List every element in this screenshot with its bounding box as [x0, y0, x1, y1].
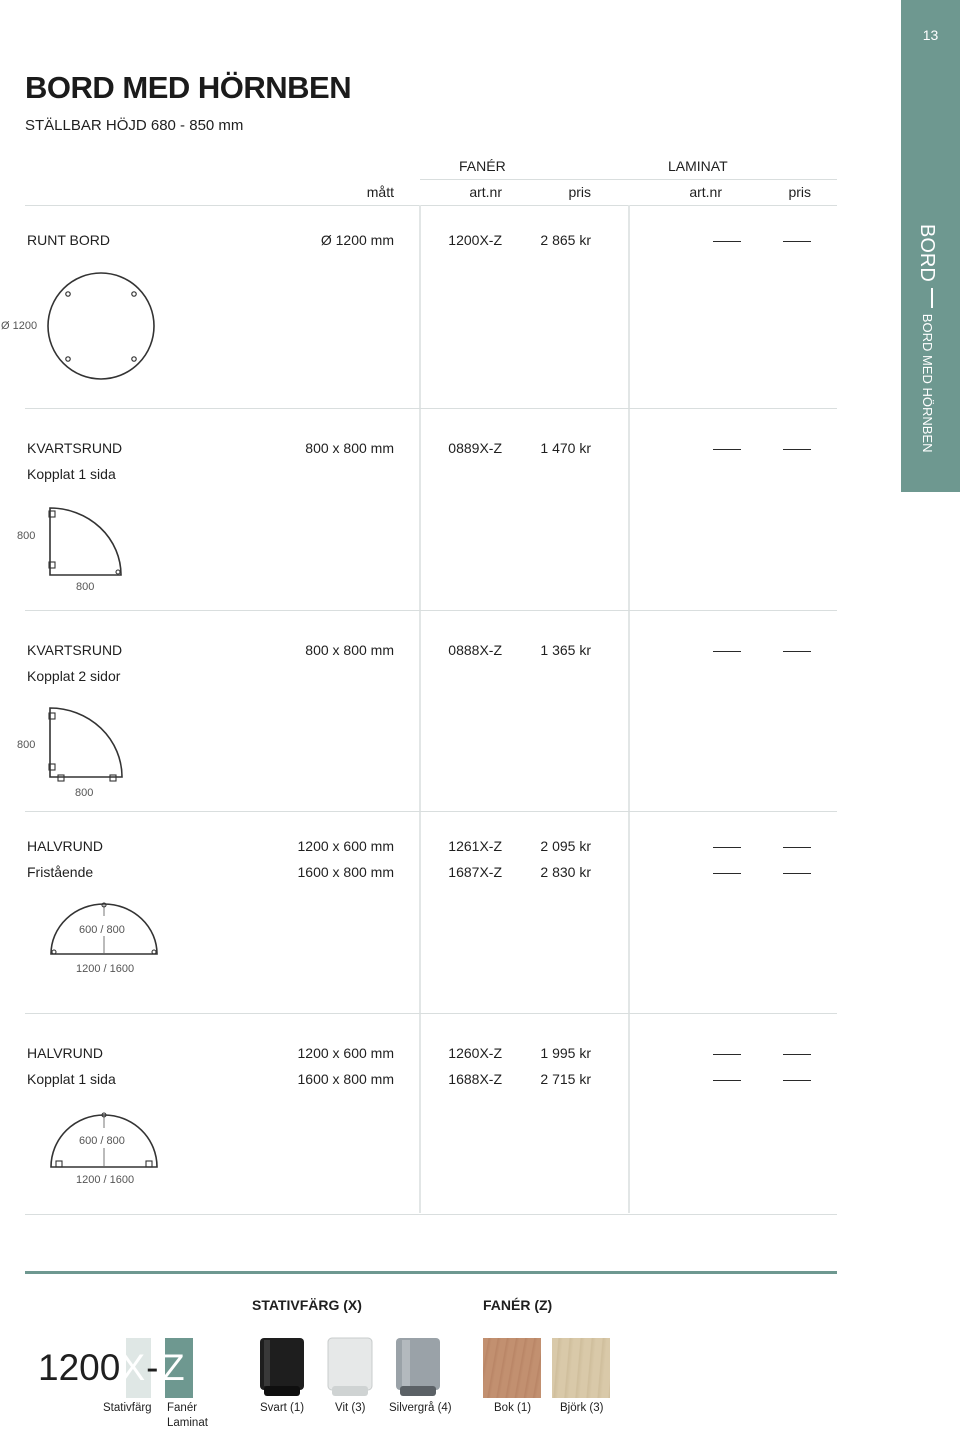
laminat-art-empty: [713, 241, 741, 242]
tab-separator: [931, 288, 933, 308]
row-rule: [25, 811, 837, 812]
leg-bracket: [146, 1161, 152, 1167]
stativ-title: STATIVFÄRG (X): [252, 1297, 362, 1313]
diagram-label: Ø 1200: [1, 320, 38, 332]
laminat-art-empty: [713, 1080, 741, 1081]
laminat-pris-empty: [783, 1080, 811, 1081]
product-matt: 800 x 800 mm: [305, 440, 394, 456]
row-rule: [25, 610, 837, 611]
laminat-art-empty: [713, 847, 741, 848]
tab-main: BORD: [916, 224, 938, 282]
product-name: KVARTSRUND: [27, 642, 123, 658]
swatch-vit-foot: [332, 1386, 368, 1396]
product-sub: Fristående: [27, 864, 94, 880]
laminat-pris-empty: [783, 1054, 811, 1055]
swatch-vit: [326, 1336, 374, 1400]
diagram-label: 600 / 800: [79, 1135, 125, 1147]
laminat-pris-empty: [783, 651, 811, 652]
product-pris: 2 865 kr: [540, 232, 591, 248]
diagram-label: 800: [17, 739, 36, 751]
tab-sub: BORD MED HÖRNBEN: [920, 313, 935, 453]
laminat-art-empty: [713, 651, 741, 652]
col-separator: [419, 205, 421, 1213]
page-subtitle: STÄLLBAR HÖJD 680 - 850 mm: [25, 117, 244, 134]
swatch-bjork: [552, 1338, 610, 1398]
leg-marker: [66, 357, 70, 361]
label-bjork: Björk (3): [560, 1402, 604, 1414]
col-separator: [628, 205, 630, 1213]
product-pris: 1 365 kr: [540, 642, 591, 658]
article-code: [38, 1338, 187, 1398]
page-number: 13: [922, 27, 939, 43]
header-art-faner: art.nr: [469, 184, 502, 200]
leg-bracket: [56, 1161, 62, 1167]
laminat-pris-empty: [783, 449, 811, 450]
row-rule: [25, 1013, 837, 1014]
diagram-label: 600 / 800: [79, 924, 125, 936]
label-bok: Bok (1): [494, 1402, 532, 1414]
product-name: RUNT BORD: [27, 232, 110, 248]
product-pris: 1 995 kr: [540, 1045, 591, 1061]
leg-bracket: [58, 775, 64, 781]
diagram-label: 1200 / 1600: [76, 963, 135, 975]
product-matt: Ø 1200 mm: [320, 232, 394, 248]
label-vit: Vit (3): [335, 1402, 366, 1414]
leg-marker: [66, 292, 70, 296]
code-z: Z: [162, 1347, 185, 1388]
faner-title: FANÉR (Z): [483, 1297, 553, 1313]
product-pris: 2 715 kr: [540, 1071, 591, 1087]
header-rule: [25, 205, 837, 206]
product-art: 1200X-Z: [448, 232, 502, 248]
quarter-outline: [50, 508, 121, 575]
header-pris-laminat: pris: [788, 184, 811, 200]
header-laminat: LAMINAT: [668, 158, 728, 174]
header-faner: FANÉR: [459, 158, 506, 174]
product-name: HALVRUND: [27, 1045, 103, 1061]
label-laminat: Laminat: [167, 1417, 208, 1429]
swatch-highlight: [264, 1340, 270, 1386]
header-rule-top: [420, 179, 837, 180]
label-stativfarg: Stativfärg: [103, 1402, 152, 1414]
laminat-art-empty: [713, 873, 741, 874]
product-matt: 800 x 800 mm: [305, 642, 394, 658]
quarter-outline: [50, 708, 122, 777]
code-x: X: [120, 1347, 146, 1388]
laminat-pris-empty: [783, 873, 811, 874]
header-pris-faner: pris: [568, 184, 591, 200]
row-rule: [25, 408, 837, 409]
product-art: 1260X-Z: [448, 1045, 502, 1061]
product-matt: 1200 x 600 mm: [297, 838, 394, 854]
laminat-art-empty: [713, 1054, 741, 1055]
leg-marker: [132, 292, 136, 296]
swatch-vit-body: [328, 1338, 372, 1390]
tab-title: [918, 224, 938, 484]
laminat-art-empty: [713, 449, 741, 450]
product-pris: 2 095 kr: [540, 838, 591, 854]
diagram-label: 800: [17, 530, 36, 542]
laminat-pris-empty: [783, 847, 811, 848]
product-matt: 1600 x 800 mm: [297, 1071, 394, 1087]
product-art: 0889X-Z: [448, 440, 502, 456]
product-art: 1688X-Z: [448, 1071, 502, 1087]
product-sub: Kopplat 2 sidor: [27, 668, 121, 684]
label-silvergra: Silvergrå (4): [389, 1402, 452, 1414]
swatch-bok: [483, 1338, 541, 1398]
product-pris: 2 830 kr: [540, 864, 591, 880]
diagram-label: 1200 / 1600: [76, 1174, 135, 1186]
leg-marker: [116, 570, 120, 574]
product-name: KVARTSRUND: [27, 440, 123, 456]
product-sub: Kopplat 1 sida: [27, 466, 116, 482]
product-name: HALVRUND: [27, 838, 103, 854]
product-matt: 1600 x 800 mm: [297, 864, 394, 880]
label-svart: Svart (1): [260, 1402, 305, 1414]
page-title: BORD MED HÖRNBEN: [25, 70, 352, 105]
product-matt: 1200 x 600 mm: [297, 1045, 394, 1061]
laminat-pris-empty: [783, 241, 811, 242]
product-pris: 1 470 kr: [540, 440, 591, 456]
swatch-svart-foot: [264, 1386, 300, 1396]
header-art-laminat: art.nr: [689, 184, 722, 200]
code-number: 1200: [38, 1347, 121, 1388]
diagram-label: 800: [76, 581, 95, 593]
product-art: 1261X-Z: [448, 838, 502, 854]
swatch-highlight: [402, 1340, 410, 1386]
round-table-outline: [48, 273, 154, 379]
code-dash: -: [146, 1347, 159, 1388]
label-faner: Fanér: [167, 1402, 198, 1414]
swatch-svart: [258, 1336, 306, 1400]
quarter-table-1-diagram: [40, 500, 140, 590]
quarter-table-2-diagram: [40, 700, 140, 790]
swatch-silvergra: [394, 1336, 442, 1400]
leg-marker: [132, 357, 136, 361]
header-matt: mått: [366, 184, 394, 200]
leg-bracket: [110, 775, 116, 781]
product-art: 0888X-Z: [448, 642, 502, 658]
swatch-silvergra-foot: [400, 1386, 436, 1396]
product-sub: Kopplat 1 sida: [27, 1071, 116, 1087]
product-art: 1687X-Z: [448, 864, 502, 880]
round-table-diagram: [40, 270, 170, 390]
diagram-label: 800: [75, 787, 94, 799]
row-rule: [25, 1214, 837, 1215]
legend-divider: [25, 1271, 837, 1274]
